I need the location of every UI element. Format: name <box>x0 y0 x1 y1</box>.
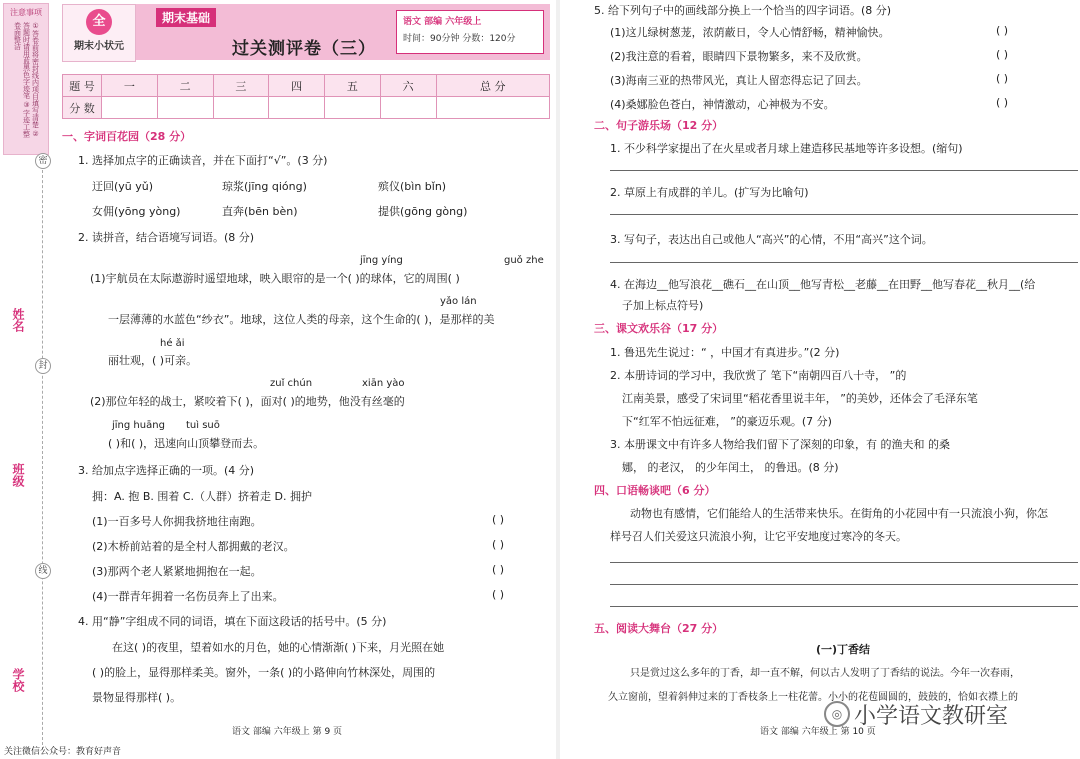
answer-line[interactable] <box>610 214 1078 215</box>
answer-paren[interactable]: ( ) <box>996 24 1009 37</box>
answer-paren[interactable]: ( ) <box>996 96 1009 109</box>
answer-paren[interactable]: ( ) <box>996 48 1009 61</box>
reading-title: (一)丁香结 <box>816 643 871 656</box>
watermark-text: 小学语文教研室 <box>854 704 1009 729</box>
q1-item: 迂回(yū yǔ) <box>92 180 154 193</box>
name-label: 姓名 <box>11 308 25 332</box>
pinyin: yǎo lán <box>440 296 477 307</box>
pinyin: jīng huāng <box>112 420 165 431</box>
question-4: 4. 用“静”字组成不同的词语，填在下面这段话的括号中。(5 分) <box>78 615 387 628</box>
score-cell: 二 <box>157 75 213 97</box>
notice-title: 注意事项 <box>10 8 42 17</box>
exam-info-box <box>396 10 544 54</box>
logo-icon: 全 <box>86 9 112 35</box>
q4-line: 在这( )的夜里，望着如水的月色，她的心情渐渐( )下来，月光照在她 <box>112 641 445 654</box>
q1-item: 直奔(bēn bèn) <box>222 205 298 218</box>
s2-question: 子加上标点符号) <box>622 299 704 312</box>
bottom-caption: 关注微信公众号：教育好声音 <box>4 747 122 757</box>
q1-item: 琼浆(jīng qióng) <box>222 180 307 193</box>
question-3: 3. 给加点字选择正确的一项。(4 分) <box>78 464 255 477</box>
q4-line: ( )的脸上，显得那样柔美。窗外，一条( )的小路伸向竹林深处，周围的 <box>92 666 436 679</box>
score-cell: 四 <box>269 75 325 97</box>
q5-item: (1)这儿绿树葱茏，浓荫蔽日，令人心情舒畅，精神愉快。 <box>610 26 890 39</box>
q2-line: 一层薄薄的水蓝色“纱衣”。地球，这位人类的母亲，这个生命的( )，是那样的美 <box>108 313 495 326</box>
q5-item: (2)我注意的看着，眼睛四下景物繁多，来不及欣赏。 <box>610 50 868 63</box>
s3-question: 江南美景，感受了宋词里“稻花香里说丰年， ”的美妙，还体会了毛泽东笔 <box>622 392 978 405</box>
s3-question: 2. 本册诗词的学习中，我欣赏了 笔下“南朝四百八十寺， ”的 <box>610 369 907 382</box>
seal-char-2: 封 <box>35 358 51 374</box>
page-footer-right: 语文 部编 六年级上 第 10 页 <box>760 727 876 737</box>
section-tag: 期末基础 <box>156 8 216 27</box>
section-5-title: 五、阅读大舞台（27 分） <box>594 622 724 635</box>
s2-question: 2. 草原上有成群的羊儿。(扩写为比喻句) <box>610 186 809 199</box>
section-2-title: 二、句子游乐场（12 分） <box>594 119 724 132</box>
pinyin: hé ǎi <box>160 338 185 349</box>
pinyin: tuì suō <box>186 420 220 431</box>
score-input-cell[interactable] <box>269 97 325 119</box>
q3-item: (2)木桥前站着的是全村人都拥戴的老汉。 <box>92 540 295 553</box>
q2-line: ( )和( )，迅速向山顶攀登而去。 <box>108 437 265 450</box>
logo-name: 期末小状元 <box>74 41 124 52</box>
question-2: 2. 读拼音，结合语境写词语。(8 分) <box>78 231 255 244</box>
answer-paren[interactable]: ( ) <box>492 513 505 526</box>
score-cell: 题 号 <box>63 75 102 97</box>
answer-paren[interactable]: ( ) <box>996 72 1009 85</box>
pinyin: jīng yíng <box>360 255 403 266</box>
s3-question: 1. 鲁迅先生说过：“ ，中国才有真进步。”(2 分) <box>610 346 840 359</box>
logo <box>62 4 136 62</box>
score-row-label: 分 数 <box>63 97 102 119</box>
q1-item: 殡仪(bìn bǐn) <box>378 180 447 193</box>
s4-text: 样号召人们关爱这只流浪小狗，让它平安地度过寒冷的冬天。 <box>610 530 907 543</box>
q1-item: 提供(gōng gòng) <box>378 205 468 218</box>
q3-item: (3)那两个老人紧紧地拥抱在一起。 <box>92 565 262 578</box>
q1-item: 女佣(yōng yòng) <box>92 205 181 218</box>
answer-line[interactable] <box>610 584 1078 585</box>
q3-item: (1)一百多号人你拥我挤地往南跑。 <box>92 515 262 528</box>
s3-question: 3. 本册课文中有许多人物给我们留下了深刻的印象，有 的渔夫和 的桑 <box>610 438 950 451</box>
answer-paren[interactable]: ( ) <box>492 588 505 601</box>
section-4-title: 四、口语畅谈吧（6 分） <box>594 484 716 497</box>
score-input-cell[interactable] <box>157 97 213 119</box>
q2-line: (2)那位年轻的战士，紧咬着下( )，面对( )的地势，他没有丝毫的 <box>90 395 405 408</box>
score-header-row <box>63 75 550 97</box>
q5-item: (4)桑娜脸色苍白，神情激动，心神极为不安。 <box>610 98 835 111</box>
question-1: 1. 选择加点字的正确读音，并在下面打“√”。(3 分) <box>78 154 328 167</box>
score-cell: 五 <box>325 75 381 97</box>
pinyin: xiān yào <box>362 378 405 389</box>
notice-box <box>3 3 49 155</box>
score-table <box>62 74 550 119</box>
wechat-icon: ◎ <box>824 701 850 727</box>
answer-line[interactable] <box>610 606 1078 607</box>
s3-question: 娜， 的老汉， 的少年闰土， 的鲁迅。(8 分) <box>622 461 839 474</box>
reading-text: 只是赏过这么多年的丁香，却一直不解，何以古人发明了丁香结的说法。今年一次春雨， <box>630 668 1020 679</box>
time-score-line: 时间：90分钟 分数：120分 <box>403 34 516 44</box>
score-cell: 三 <box>213 75 269 97</box>
reading-text: 久立窗前，望着斜伸过来的丁香枝条上一柱花蕾。小小的花苞圆圆的，鼓鼓的，恰如衣襟上的 <box>608 692 1018 703</box>
title-band <box>136 4 550 60</box>
score-input-cell[interactable] <box>436 97 550 119</box>
pinyin: zuǐ chún <box>270 378 313 389</box>
question-5: 5. 给下列句子中的画线部分换上一个恰当的四字词语。(8 分) <box>594 4 892 17</box>
score-input-cell[interactable] <box>325 97 381 119</box>
seal-line <box>42 160 43 750</box>
section-3-title: 三、课文欢乐谷（17 分） <box>594 322 724 335</box>
s4-text: 动物也有感情，它们能给人的生活带来快乐。在街角的小花园中有一只流浪小狗，你怎 <box>630 507 1048 520</box>
q2-line: 丽壮观，( )可亲。 <box>108 354 198 367</box>
page-footer-left: 语文 部编 六年级上 第 9 页 <box>232 727 343 737</box>
q4-line: 景物显得那样( )。 <box>92 691 182 704</box>
section-1-title: 一、字词百花园（28 分） <box>62 130 192 143</box>
s3-question: 下“红军不怕远征难， ”的豪迈乐观。(7 分) <box>622 415 832 428</box>
pinyin: guǒ zhe <box>504 255 544 266</box>
s2-question: 3. 写句子，表达出自己或他人“高兴”的心情，不用“高兴”这个词。 <box>610 233 933 246</box>
answer-paren[interactable]: ( ) <box>492 563 505 576</box>
class-label: 班级 <box>11 463 25 487</box>
q2-line: (1)宇航员在太际遨游时遥望地球，映入眼帘的是一个( )的球体，它的周围( ) <box>90 272 460 285</box>
q3-options: 拥：A. 抱 B. 围着 C.（人群）挤着走 D. 拥护 <box>92 490 312 503</box>
score-cell: 一 <box>102 75 158 97</box>
score-cell: 六 <box>380 75 436 97</box>
score-input-cell[interactable] <box>213 97 269 119</box>
answer-line[interactable] <box>610 262 1078 263</box>
score-input-cell[interactable] <box>380 97 436 119</box>
answer-paren[interactable]: ( ) <box>492 538 505 551</box>
page-title: 过关测评卷（三） <box>232 39 376 59</box>
s2-question: 1. 不少科学家提出了在火星或者月球上建造移民基地等许多设想。(缩句) <box>610 142 963 155</box>
answer-line[interactable] <box>610 562 1078 563</box>
s2-question: 4. 在海边__他写浪花__礁石__在山顶__他写青松__老藤__在田野__他写春花__秋月__(给 <box>610 278 1036 291</box>
score-input-cell[interactable] <box>102 97 158 119</box>
q5-item: (3)海南三亚的热带风光，真让人留恋得忘记了回去。 <box>610 74 868 87</box>
q3-item: (4)一群青年拥着一名伤员奔上了出来。 <box>92 590 284 603</box>
answer-line[interactable] <box>610 170 1078 171</box>
score-cell: 总 分 <box>436 75 550 97</box>
notice-text: ①答卷前将密封线内项目填写清楚 ②答题时请用蓝黑色字迹笔 ③字迹工整卷面整洁 <box>13 22 40 139</box>
score-value-row <box>63 97 550 119</box>
school-label: 学校 <box>11 668 25 692</box>
seal-char-1: 密 <box>35 153 51 169</box>
page-gutter <box>556 0 560 759</box>
seal-char-3: 线 <box>35 563 51 579</box>
subject-line: 语文 部编 六年级上 <box>403 17 482 27</box>
